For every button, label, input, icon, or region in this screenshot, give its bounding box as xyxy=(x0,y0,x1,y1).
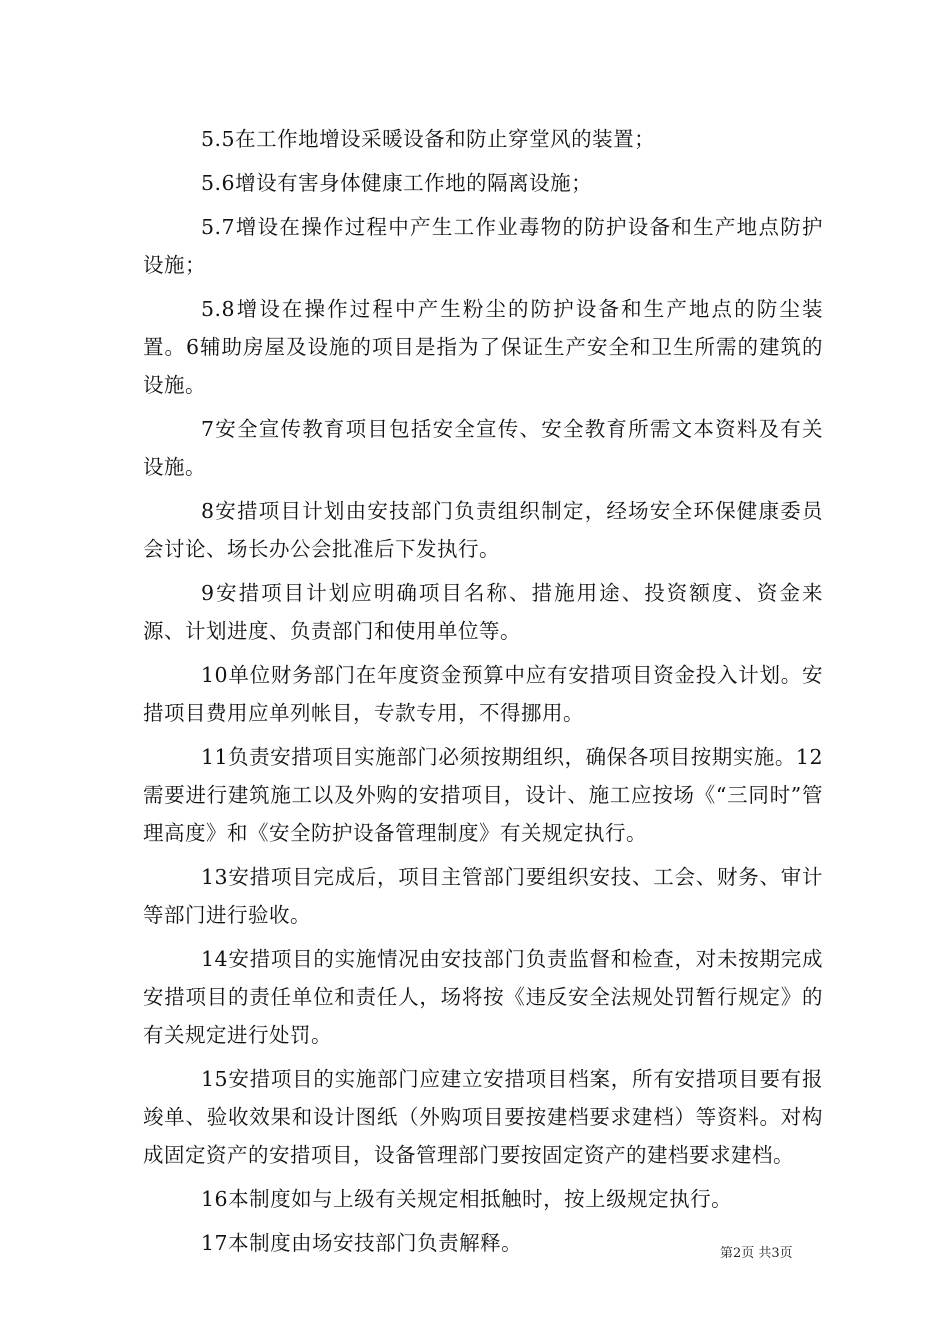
document-body xyxy=(143,120,823,1268)
paragraph-10: 10单位财务部门在年度资金预算中应有安措项目资金投入计划。安措项目费用应单列帐目，专款专用，不得挪用。 xyxy=(143,663,823,725)
paragraph-15: 15安措项目的实施部门应建立安措项目档案，所有安措项目要有报竣单、验收效果和设计图纸（外购项目要按建档要求建档）等资料。对构成固定资产的安措项目，设备管理部门要按固定资产的建档要求建档。 xyxy=(143,1067,823,1167)
paragraph-7: 7安全宣传教育项目包括安全宣传、安全教育所需文本资料及有关设施。 xyxy=(143,417,823,479)
paragraph-11: 11负责安措项目实施部门必须按期组织，确保各项目按期实施。12需要进行建筑施工以及外购的安措项目，设计、施工应按场《“三同时”管理高度》和《安全防护设备管理制度》有关规定执行。 xyxy=(143,745,823,845)
paragraph-8: 8安措项目计划由安技部门负责组织制定，经场安全环保健康委员会讨论、场长办公会批准后下发执行。 xyxy=(143,499,823,561)
page-number-footer: 第2页 共3页 xyxy=(720,1246,793,1261)
paragraph-5-8: 5.8增设在操作过程中产生粉尘的防护设备和生产地点的防尘装置。6辅助房屋及设施的项目是指为了保证生产安全和卫生所需的建筑的设施。 xyxy=(143,297,823,397)
paragraph-14: 14安措项目的实施情况由安技部门负责监督和检查，对未按期完成安措项目的责任单位和责任人，场将按《违反安全法规处罚暂行规定》的有关规定进行处罚。 xyxy=(143,947,823,1047)
paragraph-9: 9安措项目计划应明确项目名称、措施用途、投资额度、资金来源、计划进度、负责部门和使用单位等。 xyxy=(143,581,823,643)
paragraph-5-6: 5.6增设有害身体健康工作地的隔离设施； xyxy=(201,171,593,195)
paragraph-5-5: 5.5在工作地增设采暖设备和防止穿堂风的装置； xyxy=(201,127,656,151)
paragraph-5-7: 5.7增设在操作过程中产生工作业毒物的防护设备和生产地点防护设施； xyxy=(143,215,823,277)
paragraph-16: 16本制度如与上级有关规定相抵触时，按上级规定执行。 xyxy=(201,1187,733,1211)
paragraph-17: 17本制度由场安技部门负责解释。 xyxy=(201,1231,523,1255)
paragraph-13: 13安措项目完成后，项目主管部门要组织安技、工会、财务、审计等部门进行验收。 xyxy=(143,865,823,927)
